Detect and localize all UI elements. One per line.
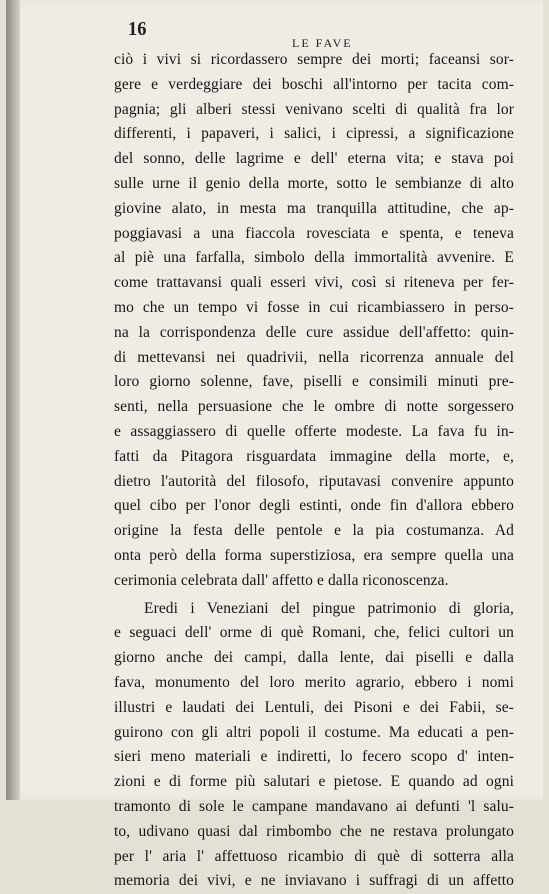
text-line: ciò i vivi si ricordassero sempre dei morti; faceansi sor- bbox=[114, 51, 514, 68]
text-line: loro giorno solenne, fave, piselli e consimili minuti pre- bbox=[114, 373, 514, 391]
text-line: Eredi i Veneziani del pingue patrimonio di gloria, bbox=[144, 599, 514, 617]
text-line: mo che un tempo vi fosse in cui ricambiassero in perso- bbox=[114, 298, 514, 316]
text-line: al piè una farfalla, simbolo della immortalità avvenire. E bbox=[114, 249, 514, 267]
text-line: del sonno, delle lagrime e dell' eterna vita; e stava poi bbox=[114, 150, 514, 168]
text-line: cerimonia celebrata dall' affetto e dalla riconoscenza. bbox=[114, 571, 449, 589]
text-line: zioni e di forme più salutari e pietose. E quando ad ogni bbox=[114, 773, 514, 791]
text-line: onta però della forma superstiziosa, era sempre quella una bbox=[114, 546, 514, 564]
text-line: illustri e laudati dei Lentuli, dei Pisoni e dei Fabii, se- bbox=[114, 698, 514, 716]
paragraph bbox=[114, 597, 514, 894]
text-line: e assaggiassero di quelle offerte modeste. La fava fu in- bbox=[114, 422, 514, 440]
text-line: to, udivano quasi dal rimbombo che ne restava prolungato bbox=[114, 822, 514, 840]
text-line: quel cibo per l'onor degli estinti, onde fin d'allora ebbero bbox=[114, 497, 514, 515]
text-line: origine la festa delle pentole e la pia costumanza. Ad bbox=[114, 522, 514, 540]
page-number: 16 bbox=[128, 18, 147, 40]
text-line: di mettevansi nei quadrivii, nella ricorrenza annuale del bbox=[114, 348, 514, 366]
text-line: na la corrispondenza delle cure assidue dell'affetto: quin- bbox=[114, 323, 514, 341]
text-line: dietro l'autorità del filosofo, riputavasi convenire appunto bbox=[114, 472, 514, 490]
text-line: differenti, i papaveri, i salici, i cipressi, a significazione bbox=[114, 125, 514, 143]
body-text bbox=[114, 48, 514, 894]
text-line: memoria dei vivi, e ne inviavano i suffragi di un affetto bbox=[114, 872, 514, 890]
page-header bbox=[6, 14, 549, 48]
text-line: gere e verdeggiare dei boschi all'intorno per tacita com- bbox=[114, 75, 514, 93]
text-line: e seguaci dell' orme di què Romani, che, felici cultori un bbox=[114, 624, 514, 642]
text-line: pagnia; gli alberi stessi venivano scelti di qualità fra lor bbox=[114, 100, 514, 118]
text-line: giorno anche dei campi, dalla lente, dai piselli e dalla bbox=[114, 649, 514, 667]
text-line: sieri meno materiali e indiretti, lo fecero scopo d' inten- bbox=[114, 748, 514, 766]
text-line: per l' aria l' affettuoso ricambio di què di sotterra alla bbox=[114, 847, 514, 865]
text-line: fatti da Pitagora risguardata immagine della morte, e, bbox=[114, 447, 514, 465]
text-line: sulle urne il genio della morte, sotto le sembianze di alto bbox=[114, 174, 514, 192]
text-line: senti, nella persuasione che le ombre di notte sorgessero bbox=[114, 398, 514, 416]
text-line: tramonto di sole le campane mandavano ai defunti 'l salu- bbox=[114, 797, 514, 815]
paragraph bbox=[114, 48, 514, 594]
running-head: LE FAVE bbox=[292, 36, 353, 50]
binding-shadow bbox=[6, 0, 20, 800]
book-page bbox=[6, 0, 543, 890]
text-line: come trattavansi quali esseri vivi, così si riteneva per fer- bbox=[114, 274, 514, 292]
text-line: guirono con gli altri popoli il costume. Ma educati a pen- bbox=[114, 723, 514, 741]
text-line: fava, monumento del loro merito agrario, ebbero i nomi bbox=[114, 673, 514, 691]
text-line: giovine alato, in mesta ma tranquilla attitudine, che ap- bbox=[114, 199, 514, 217]
text-line: poggiavasi a una fiaccola rovesciata e spenta, e teneva bbox=[114, 224, 514, 242]
